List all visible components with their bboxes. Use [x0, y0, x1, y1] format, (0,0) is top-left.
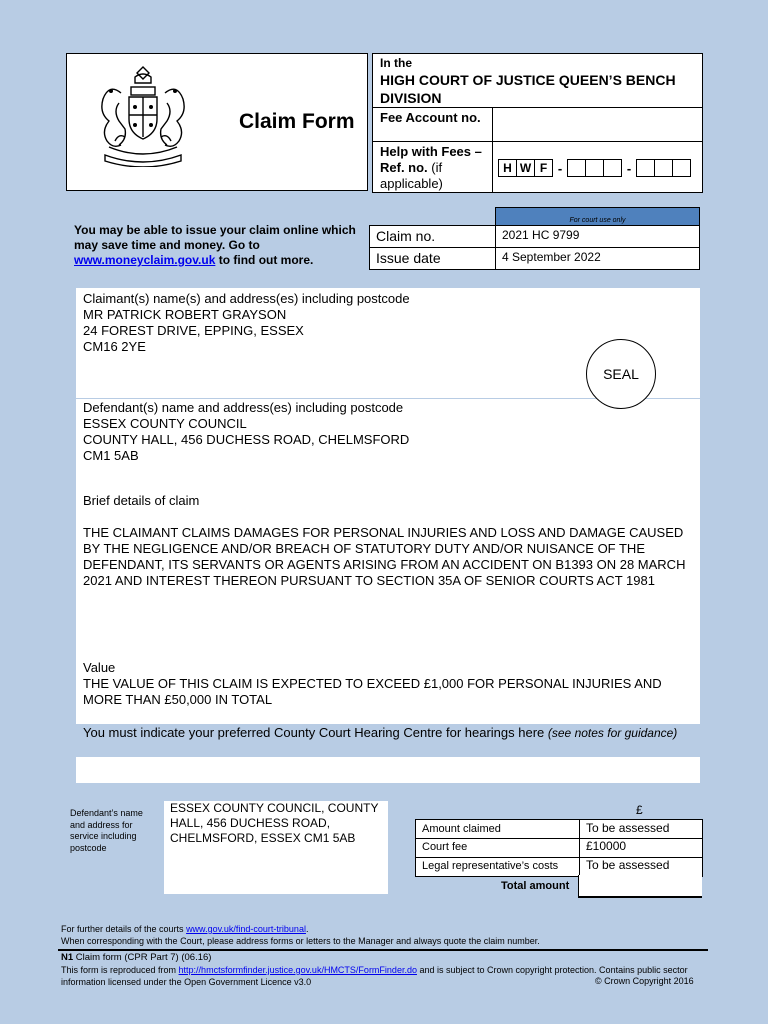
- amount-value[interactable]: To be assessed: [586, 821, 670, 835]
- claimant-label: Claimant(s) name(s) and address(es) including postcode: [83, 291, 410, 306]
- amount-row: [416, 820, 702, 838]
- brief-details-text[interactable]: THE CLAIMANT CLAIMS DAMAGES FOR PERSONAL INJURIES AND LOSS AND DAMAGE CAUSED BY THE NEGLIGENCE AND/OR BREACH OF STATUTORY DUTY AND/OR NUISANCE OF THE DEFENDANT, ITS SERVANTS OR AGENTS ARISING FROM AN ACCIDENT ON B1393 ON 28 MARCH 2021 AND INTEREST THEREON PURSUANT TO SECTION 35A OF SENIOR COURTS ACT 1981: [83, 525, 686, 588]
- court-seal: SEAL: [586, 339, 656, 409]
- form-title: Claim Form: [239, 110, 355, 133]
- issue-date-value[interactable]: 4 September 2022: [502, 250, 601, 264]
- fee-account-label: Fee Account no.: [380, 110, 481, 125]
- amount-row: [416, 838, 702, 856]
- court-details-box: [372, 53, 703, 193]
- hwf-digit-box[interactable]: [567, 159, 586, 177]
- hwf-digit-box[interactable]: [585, 159, 604, 177]
- help-with-fees-label: Help with Fees – Ref. no. (if applicable): [380, 144, 482, 191]
- hwf-digit-box[interactable]: [672, 159, 691, 177]
- value-label: Value: [83, 660, 116, 675]
- copyright-notice: © Crown Copyright 2016: [595, 976, 694, 986]
- brief-details-label: Brief details of claim: [83, 493, 200, 508]
- currency-symbol: £: [636, 803, 643, 817]
- hwf-letter-box: F: [534, 159, 553, 177]
- form-reference: N1 Claim form (CPR Part 7) (06.16): [61, 952, 212, 963]
- help-with-fees-row: [373, 141, 702, 193]
- divider: [492, 142, 493, 193]
- amount-row: [416, 857, 702, 875]
- issue-date-label: Issue date: [376, 250, 441, 266]
- defendant-line: COUNTY HALL, 456 DUCHESS ROAD, CHELMSFORD: [83, 432, 410, 447]
- claim-number-table: [369, 225, 700, 270]
- amount-label: Amount claimed: [422, 823, 501, 835]
- defendant-line: CM1 5AB: [83, 448, 139, 463]
- amounts-table: [415, 819, 703, 877]
- reproduction-notice: This form is reproduced from http://hmctsformfinder.justice.gov.uk/HMCTS/FormFinder.do and is subject to Crown copyright protection. Contains public sector information licensed under the Open Government Licence v3.0: [61, 965, 688, 987]
- find-court-link[interactable]: www.gov.uk/find-court-tribunal: [186, 924, 306, 934]
- claim-no-label: Claim no.: [376, 228, 436, 244]
- claim-no-row: [370, 226, 699, 247]
- court-use-only-banner: For court use only: [495, 207, 700, 227]
- service-address-label: Defendant’s name and address for service including postcode: [70, 808, 143, 853]
- court-in-label: In the: [380, 56, 412, 70]
- total-amount-label: Total amount: [501, 880, 570, 892]
- claimant-section[interactable]: [83, 291, 583, 355]
- claim-no-value[interactable]: 2021 HC 9799: [502, 228, 580, 242]
- moneyclaim-link[interactable]: www.moneyclaim.gov.uk: [74, 253, 216, 267]
- fee-account-row: [373, 107, 702, 142]
- hwf-letter-box: H: [498, 159, 517, 177]
- hwf-digit-box[interactable]: [603, 159, 622, 177]
- correspondence-note: When corresponding with the Court, please address forms or letters to the Manager and always quote the claim number.: [61, 936, 540, 946]
- amount-label: Court fee: [422, 841, 468, 853]
- issue-date-row: [370, 247, 699, 269]
- hwf-dash: -: [626, 160, 632, 176]
- divider: [492, 108, 493, 142]
- defendant-line: ESSEX COUNTY COUNCIL: [83, 416, 247, 431]
- court-name: HIGH COURT OF JUSTICE QUEEN’S BENCH DIVISION: [380, 72, 676, 106]
- amount-value[interactable]: £10000: [586, 839, 627, 853]
- hwf-letter-box: W: [516, 159, 535, 177]
- claimant-line: MR PATRICK ROBERT GRAYSON: [83, 307, 287, 322]
- hearing-centre-field[interactable]: [76, 757, 700, 783]
- value-text[interactable]: THE VALUE OF THIS CLAIM IS EXPECTED TO EXCEED £1,000 FOR PERSONAL INJURIES AND MORE THAN £50,000 IN TOTAL: [83, 676, 662, 707]
- service-address-text: ESSEX COUNTY COUNCIL, COUNTY HALL, 456 DUCHESS ROAD, CHELMSFORD, ESSEX CM1 5AB: [170, 801, 379, 845]
- defendant-label: Defendant(s) name and address(es) including postcode: [83, 400, 404, 415]
- royal-coat-of-arms-icon: [95, 63, 191, 167]
- hwf-digit-box[interactable]: [636, 159, 655, 177]
- footer-notes: For further details of the courts www.gov.uk/find-court-tribunal. When corresponding with the Court, please address forms or letters to the Manager and always quote the claim number.: [61, 923, 711, 947]
- amount-label: Legal representative’s costs: [422, 860, 559, 872]
- claimant-line: 24 FOREST DRIVE, EPPING, ESSEX: [83, 323, 304, 338]
- hwf-dash: -: [557, 160, 563, 176]
- hearing-centre-label: You must indicate your preferred County Court Hearing Centre for hearings here (see notes for guidance): [83, 725, 678, 740]
- footer-divider: [58, 949, 708, 951]
- defendant-section[interactable]: [83, 400, 643, 464]
- hwf-reference-field[interactable]: [498, 159, 691, 177]
- amount-value[interactable]: To be assessed: [586, 858, 670, 872]
- claimant-line: CM16 2YE: [83, 339, 146, 354]
- hwf-digit-box[interactable]: [654, 159, 673, 177]
- total-amount-field[interactable]: [578, 875, 702, 898]
- formfinder-link[interactable]: http://hmctsformfinder.justice.gov.uk/HMCTS/FormFinder.do: [178, 965, 417, 975]
- online-claim-notice: You may be able to issue your claim online which may save time and money. Go to www.moneyclaim.gov.uk to find out more.: [74, 223, 356, 267]
